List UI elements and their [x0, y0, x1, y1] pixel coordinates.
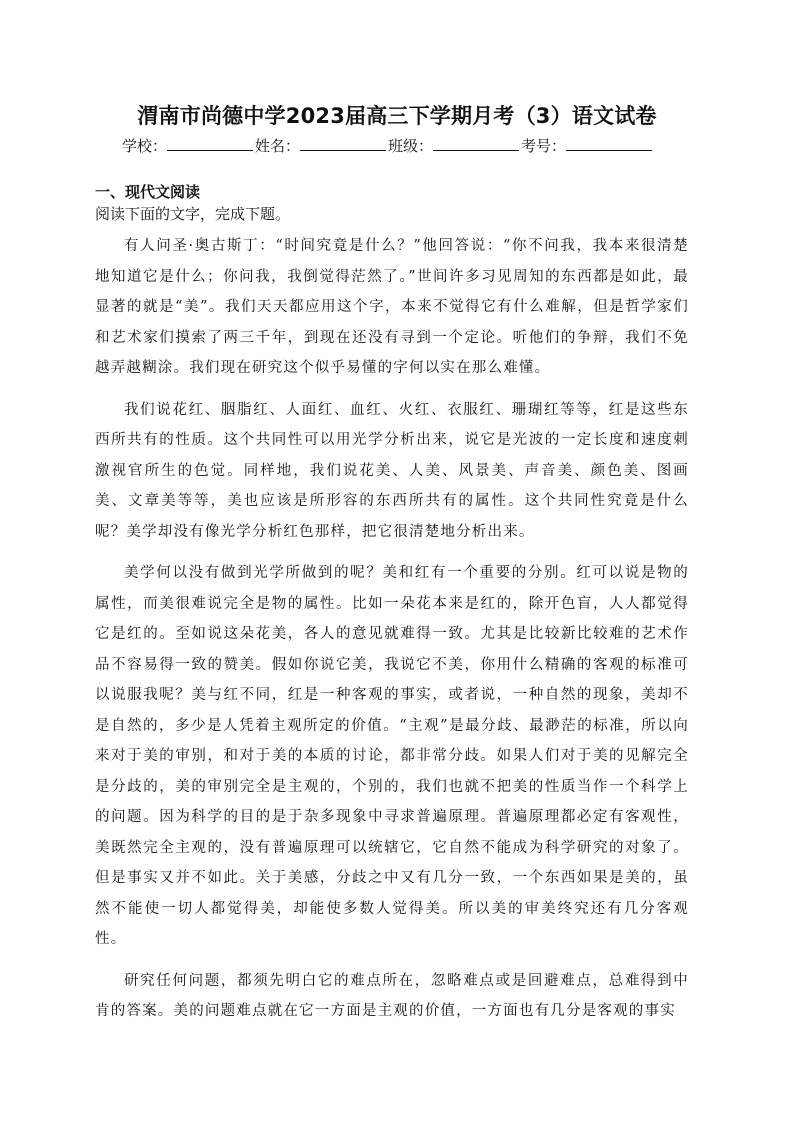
school-label: 学校： — [122, 137, 168, 155]
passage-paragraph: 美学何以没有做到光学所做到的呢？美和红有一个重要的分别。红可以说是物的属性，而美很难说完全是物的属性。比如一朵花本来是红的，除开色盲，人人都觉得它是红的。至如说这朵花美，各人的意见就难得一致。尤其是比较新比较难的艺术作品不容易得一致的赞美。假如你说它美，我说它不美，你用什么精确的客观的标准可以说服我呢？美与红不同，红是一种客观的事实，或者说，一种自然的现象，美却不是自然的，多少是人凭着主观所定的价值。“主观”是最分歧、最渺茫的标准，所以向来对于美的审别，和对于美的本质的讨论，都非常分歧。如果人们对于美的见解完全是分歧的，美的审别完全是主观的，个别的，我们也就不把美的性质当作一个科学上的问题。因为科学的目的是于杂多现象中寻求普遍原理。普遍原理都必定有客观性，美既然完全主观的，没有普遍原理可以统辖它，它自然不能成为科学研究的对象了。但是事实又并不如此。关于美感，分歧之中又有几分一致，一个东西如果是美的，虽然不能使一切人都觉得美，却能使多数人觉得美。所以美的审美终究还有几分客观性。 — [95, 565, 689, 947]
reading-instruction: 阅读下面的文字，完成下题。 — [95, 205, 291, 223]
student-info-line — [122, 134, 682, 158]
class-blank[interactable] — [433, 135, 519, 151]
number-blank[interactable] — [566, 135, 652, 151]
passage-paragraph: 有人问圣·奥古斯丁：“时间究竟是什么？”他回答说：“你不问我，我本来很清楚地知道它是什么；你问我，我倒觉得茫然了。”世间许多习见周知的东西都是如此，最显著的就是“美”。我们天天都应用这个字，本来不觉得它有什么难解，但是哲学家们和艺术家们摸索了两三千年，到现在还没有寻到一个定论。听他们的争辩，我们不免越弄越糊涂。我们现在研究这个似乎易懂的字何以实在那么难懂。 — [95, 238, 689, 376]
passage-paragraph: 我们说花红、胭脂红、人面红、血红、火红、衣服红、珊瑚红等等，红是这些东西所共有的性质。这个共同性可以用光学分析出来，说它是光波的一定长度和速度刺激视官所生的色觉。同样地，我们说花美、人美、风景美、声音美、颜色美、图画美、文章美等等，美也应该是所形容的东西所共有的属性。这个共同性究竟是什么呢？美学却没有像光学分析红色那样，把它很清楚地分析出来。 — [95, 401, 689, 540]
name-blank[interactable] — [300, 135, 386, 151]
name-label: 姓名： — [255, 137, 301, 155]
section-heading: 一、现代文阅读 — [95, 183, 201, 201]
reading-passage — [95, 231, 689, 1038]
class-label: 班级： — [388, 137, 434, 155]
number-label: 考号： — [521, 137, 567, 155]
passage-paragraph: 研究任何问题，都须先明白它的难点所在，忽略难点或是回避难点，总难得到中肯的答案。美的问题难点就在它一方面是主观的价值，一方面也有几分是客观的事实 — [95, 972, 689, 1019]
school-blank[interactable] — [167, 135, 253, 151]
exam-title: 渭南市尚德中学2023届高三下学期月考（3）语文试卷 — [137, 104, 657, 128]
